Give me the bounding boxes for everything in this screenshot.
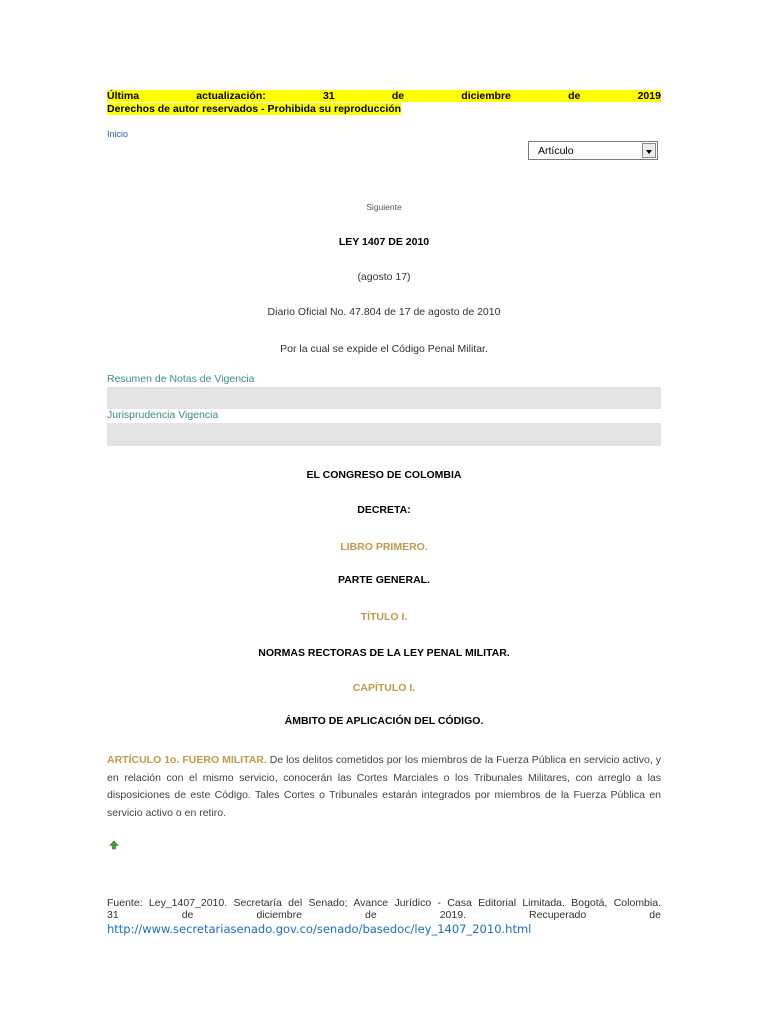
- titulo-heading: TÍTULO I.: [360, 611, 408, 623]
- article-select[interactable]: [528, 141, 658, 160]
- decreta-heading: DECRETA:: [357, 504, 411, 516]
- libro-heading: LIBRO PRIMERO.: [340, 541, 428, 553]
- jurisprudencia-toggle[interactable]: Jurisprudencia Vigencia: [107, 409, 219, 421]
- update-banner: [107, 90, 661, 115]
- source-date-line: [107, 910, 661, 922]
- congreso-heading: EL CONGRESO DE COLOMBIA: [306, 469, 462, 481]
- copyright-notice: Derechos de autor reservados - Prohibida su reproducción: [107, 103, 402, 115]
- notas-vigencia-panel: [107, 387, 661, 409]
- document-page: [107, 0, 661, 1024]
- article-1: [107, 752, 661, 822]
- source-word: de: [181, 908, 194, 921]
- law-title: LEY 1407 DE 2010: [338, 236, 430, 248]
- ambito-heading: ÁMBITO DE APLICACIÓN DEL CÓDIGO.: [284, 715, 484, 727]
- source-word: 2019.: [439, 908, 466, 921]
- source-word: de: [649, 908, 661, 921]
- inicio-link[interactable]: Inicio: [107, 129, 129, 139]
- source-line: Fuente: Ley_1407_2010. Secretaría del Senado; Avance Jurídico - Casa Editorial Limitada. Bogotá, Colombia.: [107, 897, 661, 909]
- article-1-title: ARTÍCULO 1o. FUERO MILITAR.: [107, 754, 267, 766]
- siguiente-link[interactable]: Siguiente: [366, 202, 402, 212]
- source-citation: [107, 898, 661, 936]
- source-word: Recuperado: [529, 908, 587, 921]
- update-line: [107, 90, 661, 102]
- capitulo-heading: CAPÍTULO I.: [352, 682, 416, 694]
- source-url-link[interactable]: http://www.secretariasenado.gov.co/senado/basedoc/ley_1407_2010.html: [107, 922, 532, 936]
- update-word: diciembre: [461, 90, 511, 102]
- update-word: de: [568, 90, 581, 102]
- update-word: Última: [107, 90, 140, 102]
- up-arrow-icon[interactable]: [109, 840, 119, 850]
- article-select-value: Artículo: [538, 145, 574, 157]
- chevron-down-icon[interactable]: [642, 143, 656, 158]
- jurisprudencia-panel: [107, 423, 661, 446]
- notas-vigencia-toggle[interactable]: Resumen de Notas de Vigencia: [107, 373, 255, 385]
- diario-oficial: Diario Oficial No. 47.804 de 17 de agosto de 2010: [267, 306, 501, 318]
- parte-heading: PARTE GENERAL.: [338, 574, 430, 586]
- source-word: de: [365, 908, 377, 921]
- update-word: 31: [322, 90, 335, 102]
- update-word: de: [391, 90, 405, 102]
- article-1-text: De los delitos cometidos por los miembros de la Fuerza Pública en servicio activo, y en relación con el mismo servicio, conocerán las Cortes Marciales o los Tribunales Militares, con arreglo a las disposiciones de este Código. Tales Cortes o Tribunales estarán integrados por miembros de la Fuerza Pública en servicio activo o en retiro.: [107, 754, 661, 819]
- update-word: actualización:: [196, 90, 266, 102]
- source-word: 31: [107, 908, 119, 921]
- law-purpose: Por la cual se expide el Código Penal Militar.: [280, 343, 488, 355]
- law-date: (agosto 17): [357, 271, 411, 283]
- normas-heading: NORMAS RECTORAS DE LA LEY PENAL MILITAR.: [258, 647, 510, 659]
- source-word: diciembre: [256, 908, 302, 921]
- update-word: 2019: [637, 90, 661, 102]
